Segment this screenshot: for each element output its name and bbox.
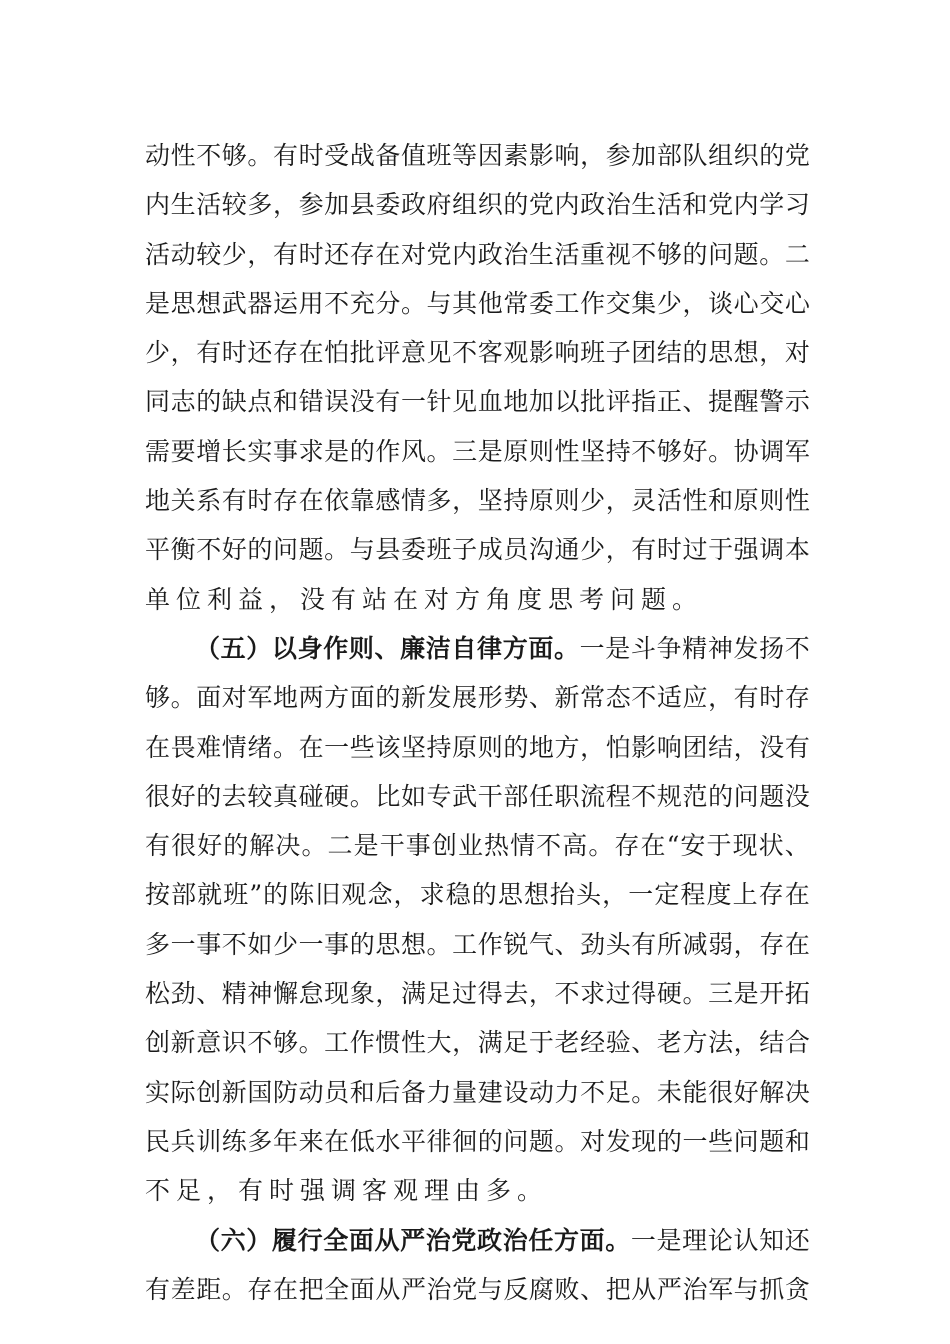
text-line: 创 新 意 识 不 够 。 工 作 惯 性 大 ， 满 足 于 老 经 验 、 老 方 法 ， 结 合: [145, 1028, 810, 1058]
text-line: 有 很 好 的 解 决 。 二 是 干 事 创 业 热 情 不 高 。 存 在 “ 安 于 现 状 、: [145, 831, 810, 861]
text-line: 活 动 较 少 ， 有 时 还 存 在 对 党 内 政 治 生 活 重 视 不 够 的 问 题 。 二: [145, 239, 810, 269]
text-line: 是 思 想 武 器 运 用 不 充 分 。 与 其 他 常 委 工 作 交 集 少 ， 谈 心 交 心: [145, 288, 810, 318]
text-line: （ 六 ） 履 行 全 面 从 严 治 党 政 治 任 方 面 。 一 是 理 论 认 知 还: [195, 1225, 810, 1255]
text-line: [145, 1166, 810, 1215]
text-line: [145, 575, 810, 624]
text-line: 松 劲 、 精 神 懈 怠 现 象 ， 满 足 过 得 去 ， 不 求 过 得 硬 。 三 是 开 拓: [145, 979, 810, 1009]
text-line: 需 要 增 长 实 事 求 是 的 作 风 。 三 是 原 则 性 坚 持 不 够 好 。 协 调 军: [145, 436, 810, 466]
line-text: 不足，有时强调客观理由多。: [145, 1176, 549, 1206]
text-line: 很 好 的 去 较 真 碰 硬 。 比 如 专 武 干 部 任 职 流 程 不 规 范 的 问 题 没: [145, 781, 810, 811]
text-line: 少 ， 有 时 还 存 在 怕 批 评 意 见 不 客 观 影 响 班 子 团 结 的 思 想 ， 对: [145, 338, 810, 368]
text-line: 民 兵 训 练 多 年 来 在 低 水 平 徘 徊 的 问 题 。 对 发 现 的 一 些 问 题 和: [145, 1126, 810, 1156]
text-line: 在 畏 难 情 绪 。 在 一 些 该 坚 持 原 则 的 地 方 ， 怕 影 响 团 结 ， 没 有: [145, 732, 810, 762]
text-line: 动 性 不 够 。 有 时 受 战 备 值 班 等 因 素 影 响 ， 参 加 部 队 组 织 的 党: [145, 141, 810, 170]
line-text: 单位利益，没有站在对方角度思考问题。: [145, 584, 704, 614]
text-line: 内 生 活 较 多 ， 参 加 县 委 政 府 组 织 的 党 内 政 治 生 活 和 党 内 学 习: [145, 190, 810, 220]
text-line: 多 一 事 不 如 少 一 事 的 思 想 。 工 作 锐 气 、 劲 头 有 所 减 弱 ， 存 在: [145, 929, 810, 959]
text-line: （ 五 ） 以 身 作 则 、 廉 洁 自 律 方 面 。 一 是 斗 争 精 神 发 扬 不: [195, 633, 810, 663]
text-line: 实 际 创 新 国 防 动 员 和 后 备 力 量 建 设 动 力 不 足 。 未 能 很 好 解 决: [145, 1077, 810, 1107]
text-line: 有 差 距 。 存 在 把 全 面 从 严 治 党 与 反 腐 败 、 把 从 严 治 军 与 抓 贪: [145, 1274, 810, 1304]
text-line: 同 志 的 缺 点 和 错 误 没 有 一 针 见 血 地 加 以 批 评 指 正 、 提 醒 警 示: [145, 387, 810, 417]
text-line: 平 衡 不 好 的 问 题 。 与 县 委 班 子 成 员 沟 通 少 ， 有 时 过 于 强 调 本: [145, 535, 810, 565]
document-body: [145, 131, 810, 1314]
text-line: 地 关 系 有 时 存 在 依 靠 感 情 多 ， 坚 持 原 则 少 ， 灵 活 性 和 原 则 性: [145, 486, 810, 516]
text-line: 按 部 就 班 ” 的 陈 旧 观 念 ， 求 稳 的 思 想 抬 头 ， 一 定 程 度 上 存 在: [145, 880, 810, 910]
text-line: 够 。 面 对 军 地 两 方 面 的 新 发 展 形 势 、 新 常 态 不 适 应 ， 有 时 存: [145, 683, 810, 713]
